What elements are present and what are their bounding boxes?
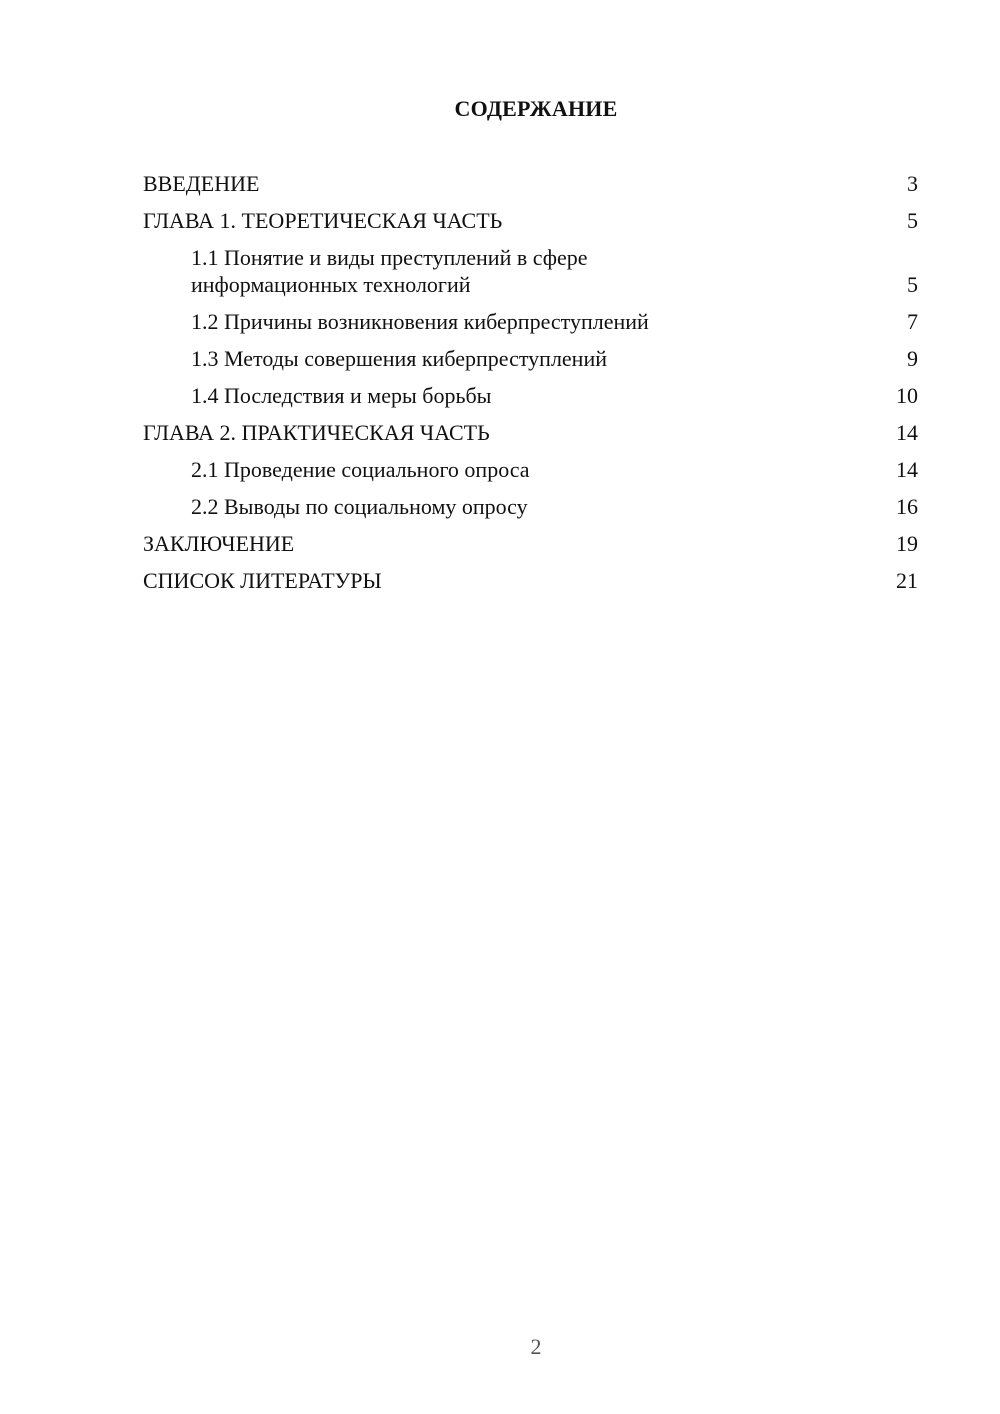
toc-entry-label: 1.1 Понятие и виды преступлений в сфере информационных технологий [191,245,588,297]
toc-entry-label: 1.2 Причины возникновения киберпреступлений [191,309,649,334]
toc-entry-section-1-1[interactable] [143,244,918,298]
toc-entry-chapter-1[interactable] [143,207,918,234]
toc-entry-label: ЗАКЛЮЧЕНИЕ [143,531,295,556]
toc-entry-page: 3 [907,171,918,196]
toc-entry-chapter-2[interactable] [143,419,918,446]
toc-entry-page: 5 [907,272,918,297]
toc-entry-conclusion[interactable] [143,530,918,557]
toc-entry-label: ВВЕДЕНИЕ [143,171,260,196]
toc-entry-page: 19 [896,531,918,556]
toc-entry-page: 10 [896,383,918,408]
toc-entry-page: 5 [907,208,918,233]
toc-entry-label: 2.1 Проведение социального опроса [191,457,530,482]
toc-entry-page: 9 [907,346,918,371]
toc-entry-label: 1.4 Последствия и меры борьбы [191,383,492,408]
toc-entry-page: 14 [896,457,918,482]
toc-entry-section-1-4[interactable] [143,382,918,409]
toc-entry-introduction[interactable] [143,170,918,197]
toc-entry-label: 2.2 Выводы по социальному опросу [191,494,528,519]
toc-entry-label: ГЛАВА 2. ПРАКТИЧЕСКАЯ ЧАСТЬ [143,420,490,445]
toc-entry-references[interactable] [143,567,918,594]
toc-entry-label: СПИСОК ЛИТЕРАТУРЫ [143,568,382,593]
toc-entry-label: 1.3 Методы совершения киберпреступлений [191,346,608,371]
toc-entry-page: 16 [896,494,918,519]
toc-entry-page: 21 [896,568,918,593]
toc-entry-label: ГЛАВА 1. ТЕОРЕТИЧЕСКАЯ ЧАСТЬ [143,208,503,233]
toc-title: СОДЕРЖАНИЕ [454,96,618,121]
toc-entry-page: 7 [907,309,918,334]
toc-entry-section-1-3[interactable] [143,345,918,372]
toc-entry-page: 14 [896,420,918,445]
toc-entry-section-1-2[interactable] [143,308,918,335]
page-number: 2 [530,1334,542,1359]
toc-entry-section-2-1[interactable] [143,456,918,483]
toc-entry-section-2-2[interactable] [143,493,918,520]
table-of-contents [143,170,918,604]
